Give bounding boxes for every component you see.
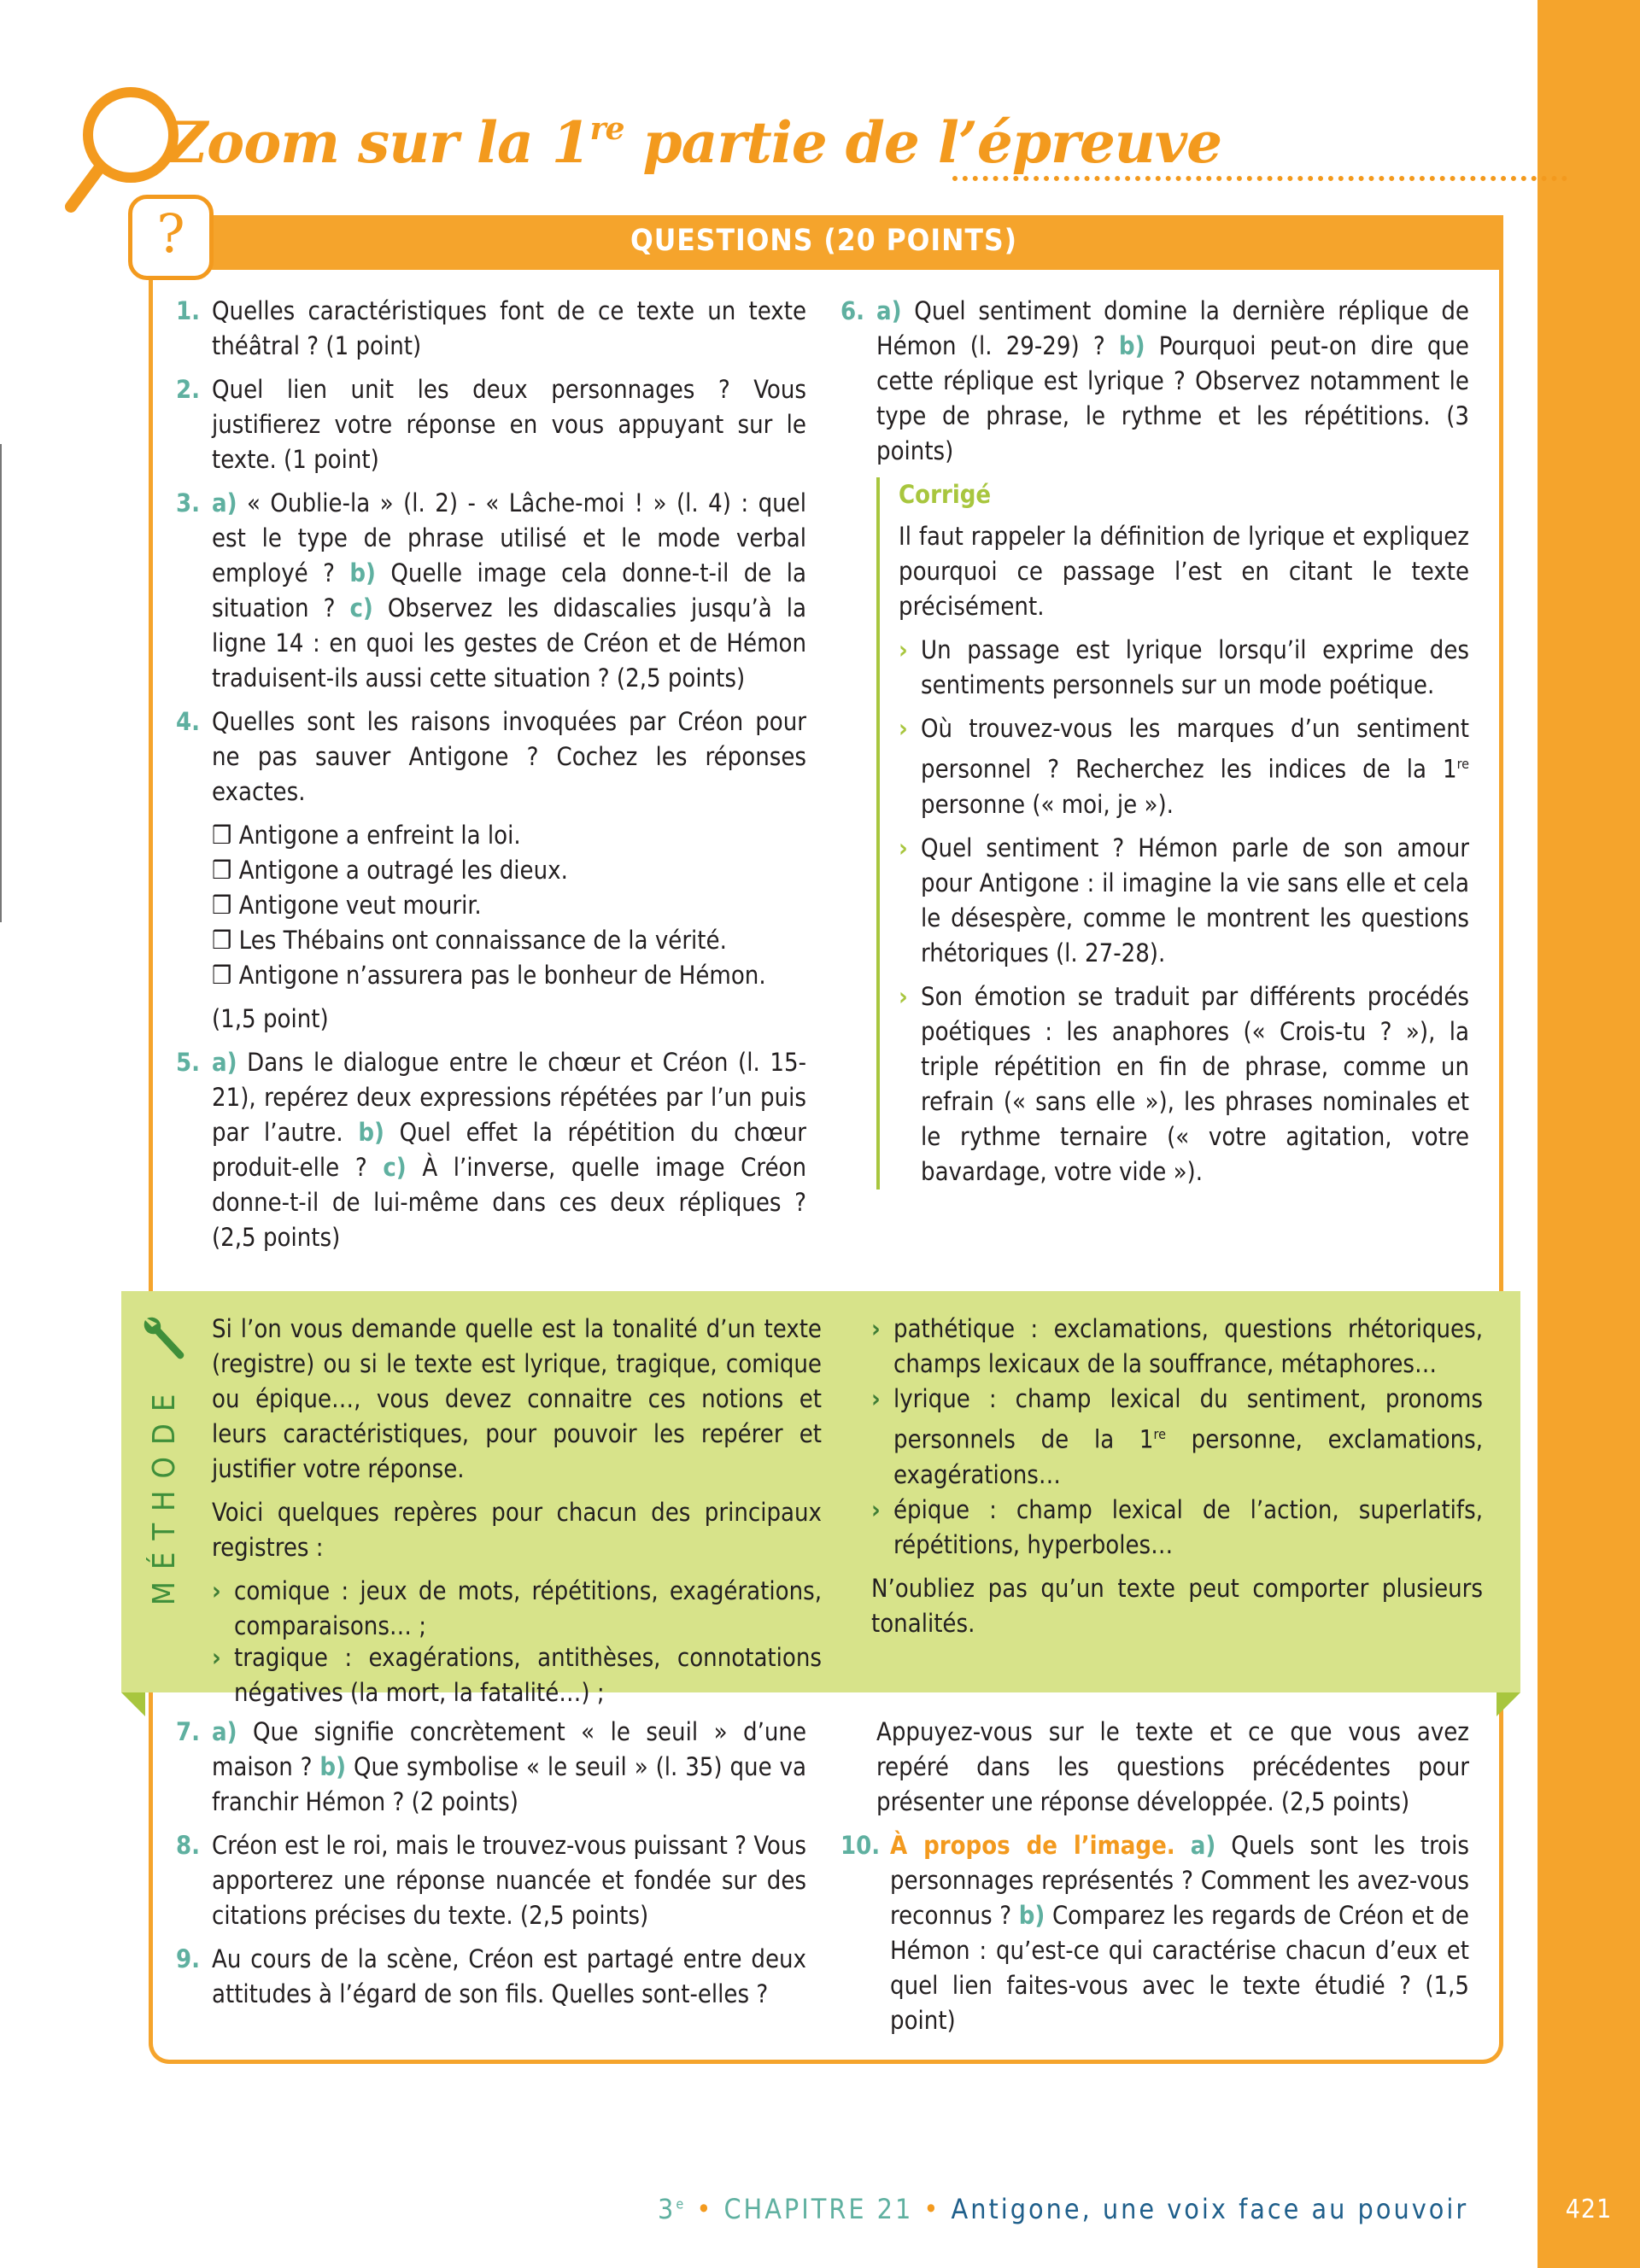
question-2: 2. Quel lien unit les deux personnages ? Vous justifierez votre réponse en vous appuyant sur le texte. (1 point) <box>176 375 806 474</box>
question-4: 4. Quelles sont les raisons invoquées par Créon pour ne pas sauver Antigone ? Cochez les réponses exactes. <box>176 707 806 806</box>
question-5: 5. a) Dans le dialogue entre le chœur et Créon (l. 15-21), repérez deux expressions répétées par l’un puis par l’autre. b) Quel effet la répétition du chœur produit-elle ? c) À l’inverse, quelle image Créon donne-t-il de lui-même dans ces deux répliques ? (2,5 points) <box>176 1048 807 1252</box>
questions-right-column-2 <box>840 1715 1469 2047</box>
questions-header-bar <box>149 215 1499 270</box>
methode-bullet-comique: › comique : jeux de mots, répétitions, exagérations, comparaisons… ; <box>212 1576 822 1640</box>
footer-chapter: CHAPITRE 21 <box>723 2193 914 2225</box>
zoom-heading <box>64 82 1516 202</box>
page-edge-sidebar <box>1538 0 1640 2268</box>
option-checkbox[interactable]: ❒ Antigone a enfreint la loi. <box>212 821 521 850</box>
methode-left-column <box>212 1312 822 1644</box>
question-4-options <box>212 818 806 993</box>
footer-level: 3e <box>658 2193 687 2225</box>
question-mark-icon: ? <box>128 195 214 280</box>
option-checkbox[interactable]: ❒ Antigone a outragé les dieux. <box>212 856 568 885</box>
methode-bullet-lyrique: › lyrique : champ lexical du sentiment, pronoms personnels de la 1re personne, exclamations, exagérations… <box>871 1384 1483 1489</box>
corrige-bullet: › Quel sentiment ? Hémon parle de son amour pour Antigone : il imagine la vie sans elle et cela le désespère, comme le montrent les questions rhétoriques (l. 27-28). <box>899 833 1469 967</box>
questions-left-column <box>176 294 806 1264</box>
option-checkbox[interactable]: ❒ Les Thébains ont connaissance de la vérité. <box>212 926 727 955</box>
corrige-bullet: › Un passage est lyrique lorsqu’il exprime des sentiments personnels sur un mode poétique. <box>899 635 1469 699</box>
wrench-icon <box>140 1313 188 1365</box>
question-4-points: (1,5 point) <box>212 1004 329 1033</box>
question-10: 10. À propos de l’image. a) Quels sont les trois personnages représentés ? Comment les avez-vous reconnus ? b) Comparez les regards de Créon et de Hémon : qu’est-ce qui caractérise chacun d’eux et quel lien faites-vous avec le texte étudié ? (1,5 point) <box>840 1831 1469 2035</box>
corrige-bullet: › Où trouvez-vous les marques d’un sentiment personnel ? Recherchez les indices de la 1re personne (« moi, je »). <box>899 714 1469 819</box>
methode-paragraph: Si l’on vous demande quelle est la tonalité d’un texte (registre) ou si le texte est lyrique, tragique, comique ou épique…, vous devez connaitre ces notions et leurs caractéristiques, pour pouvoir les repérer et justifier votre réponse. <box>212 1314 822 1483</box>
methode-fold-left <box>121 1692 145 1716</box>
question-6: 6. a) Quel sentiment domine la dernière réplique de Hémon (l. 29-29) ? b) Pourquoi peut-on dire que cette réplique est lyrique ? Observez notamment le type de phrase, le rythme et les répétitions. (3 points) <box>840 296 1469 465</box>
question-7: 7. a) Que signifie concrètement « le seuil » d’une maison ? b) Que symbolise « le seuil » (l. 35) que va franchir Hémon ? (2 points) <box>176 1717 806 1816</box>
question-1: 1. Quelles caractéristiques font de ce texte un texte théâtral ? (1 point) <box>176 296 806 360</box>
question-9: 9. Au cours de la scène, Créon est partagé entre deux attitudes à l’égard de son fils. Quelles sont-elles ? <box>176 1944 806 2008</box>
left-margin-rule <box>0 444 2 922</box>
corrige-box <box>876 477 1469 1190</box>
questions-right-column <box>840 294 1469 1198</box>
zoom-title: Zoom sur la 1re partie de l’épreuve <box>167 109 1222 176</box>
question-3: 3. a) « Oublie-la » (l. 2) - « Lâche-moi ! » (l. 4) : quel est le type de phrase utilisé et le mode verbal employé ? b) Quelle image cela donne-t-il de la situation ? c) Observez les didascalies jusqu’à la ligne 14 : en quoi les gestes de Créon et de Hémon traduisent-ils aussi cette situation ? (2,5 points) <box>176 488 806 693</box>
option-checkbox[interactable]: ❒ Antigone veut mourir. <box>212 891 482 920</box>
methode-bullet-tragique: › tragique : exagérations, antithèses, connotations négatives (la mort, la fatalité…) ; <box>212 1643 822 1707</box>
questions-left-column-2 <box>176 1715 806 2020</box>
question-8: 8. Créon est le roi, mais le trouvez-vous puissant ? Vous apporterez une réponse nuancée et fondée sur des citations précises du texte. (2,5 points) <box>176 1831 806 1930</box>
questions-header: QUESTIONS (20 POINTS) <box>630 224 1018 258</box>
methode-bullet-pathetique: › pathétique : exclamations, questions rhétoriques, champs lexicaux de la souffrance, métaphores… <box>871 1314 1483 1378</box>
corrige-intro: Il faut rappeler la définition de lyrique et expliquez pourquoi ce passage l’est en citant le texte précisément. <box>899 522 1469 621</box>
page-footer: 3e • CHAPITRE 21 • Antigone, une voix face au pouvoir <box>658 2193 1469 2225</box>
methode-tragique-block <box>212 1640 822 1707</box>
methode-right-column <box>871 1312 1483 1650</box>
methode-fold-right <box>1496 1692 1520 1716</box>
methode-paragraph: Voici quelques repères pour chacun des principaux registres : <box>212 1498 822 1562</box>
question-9-continued: Appuyez-vous sur le texte et ce que vous avez repéré dans les questions précédentes pour présenter une réponse développée. (2,5 points) <box>876 1717 1469 1816</box>
title-dotted-leader <box>952 176 1567 181</box>
corrige-bullet: › Son émotion se traduit par différents procédés poétiques : les anaphores (« Crois-tu ? »), la triple répétition en fin de phrase, comme un refrain (« sans elle »), les phrases nominales et le rythme ternaire (« votre agitation, votre bavardage, votre vide »). <box>899 981 1469 1186</box>
methode-paragraph: N’oubliez pas qu’un texte peut comporter plusieurs tonalités. <box>871 1573 1483 1638</box>
corrige-title: Corrigé <box>899 480 992 509</box>
footer-chapter-title: Antigone, une voix face au pouvoir <box>951 2193 1469 2225</box>
page-number: 421 <box>1565 2195 1613 2224</box>
option-checkbox[interactable]: ❒ Antigone n’assurera pas le bonheur de Hémon. <box>212 961 766 990</box>
methode-bullet-epique: › épique : champ lexical de l’action, superlatifs, répétitions, hyperboles… <box>871 1494 1483 1559</box>
